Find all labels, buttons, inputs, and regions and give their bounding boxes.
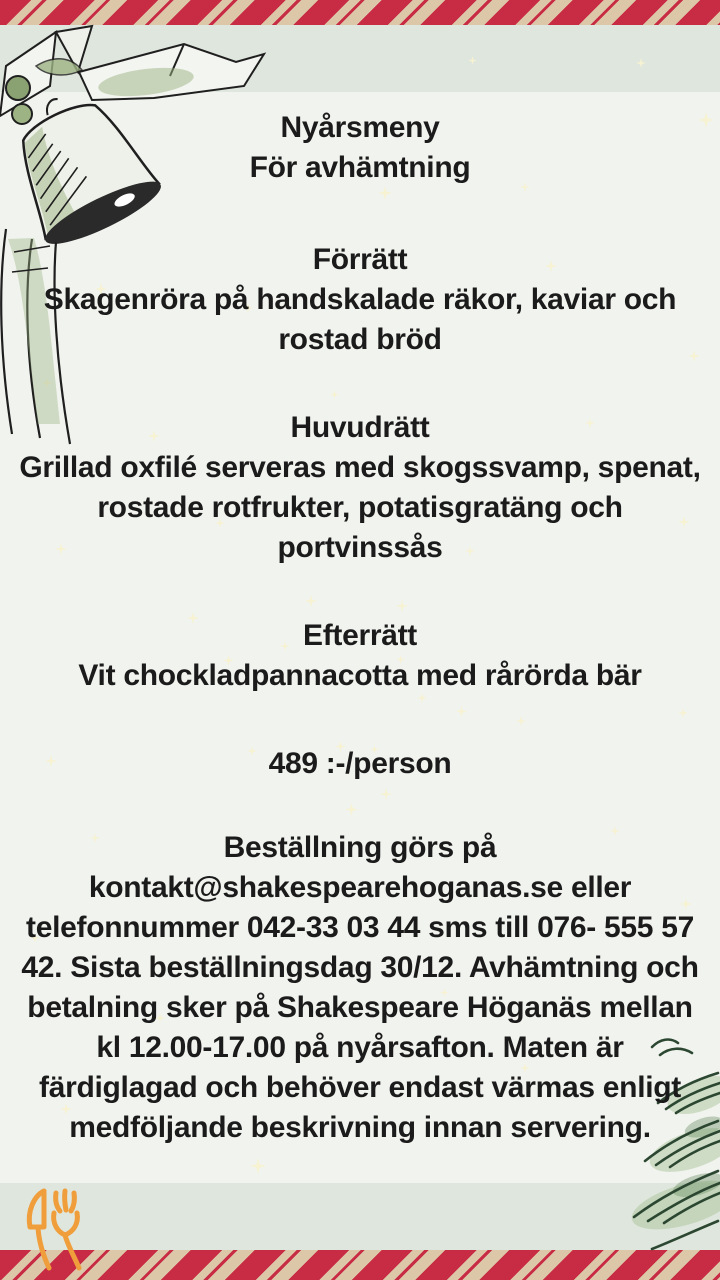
price-line: 489 :-/person bbox=[268, 747, 452, 780]
order-line: medföljande beskrivning innan servering. bbox=[69, 1111, 651, 1144]
star-sparkle bbox=[516, 716, 526, 726]
bottom-candy-stripe-border bbox=[0, 1250, 720, 1280]
star-sparkle bbox=[305, 595, 317, 607]
order-line: betalning sker på Shakespeare Höganäs mellan bbox=[27, 991, 693, 1024]
menu-line: Grillad oxfilé serveras med skogssvamp, spenat, bbox=[19, 451, 701, 484]
menu-line: Vit chockladpannacotta med rårörda bär bbox=[78, 659, 642, 692]
star-sparkle bbox=[250, 1158, 266, 1174]
order-line: färdiglagad och behöver endast värmas enligt bbox=[39, 1071, 681, 1104]
order-line: 42. Sista beställningsdag 30/12. Avhämtning och bbox=[21, 951, 699, 984]
title-line: För avhämtning bbox=[249, 151, 471, 184]
star-sparkle bbox=[345, 803, 358, 816]
order-line: telefonnummer 042-33 03 44 sms till 076- 555 57 bbox=[26, 911, 694, 944]
section-heading: Förrätt bbox=[312, 243, 408, 276]
top-candy-stripe-border bbox=[0, 0, 720, 25]
order-line: kl 12.00-17.00 på nyårsafton. Maten är bbox=[96, 1031, 624, 1064]
order-line: Beställning görs på bbox=[223, 831, 497, 864]
order-info bbox=[0, 828, 720, 1148]
cutlery-logo bbox=[22, 1186, 90, 1274]
section-huvudratt bbox=[0, 408, 720, 568]
menu-line: rostade rotfrukter, potatisgratäng och bbox=[97, 491, 623, 524]
star-sparkle bbox=[678, 708, 688, 718]
price bbox=[0, 744, 720, 784]
section-forratt bbox=[0, 240, 720, 360]
menu-title bbox=[0, 108, 720, 188]
star-sparkle bbox=[380, 788, 392, 800]
star-sparkle bbox=[330, 390, 339, 399]
star-sparkle bbox=[396, 600, 408, 612]
section-heading: Efterrätt bbox=[303, 619, 417, 652]
star-sparkle bbox=[378, 186, 392, 200]
bells-ribbon-illustration bbox=[0, 24, 294, 454]
section-heading: Huvudrätt bbox=[290, 411, 430, 444]
title-line: Nyårsmeny bbox=[280, 111, 440, 144]
menu-line: rostad bröd bbox=[278, 323, 442, 356]
menu-line: portvinssås bbox=[277, 531, 443, 564]
section-efterratt bbox=[0, 616, 720, 696]
menu-line: Skagenröra på handskalade räkor, kaviar och bbox=[43, 283, 677, 316]
order-line: kontakt@shakespearehoganas.se eller bbox=[88, 871, 632, 904]
star-sparkle bbox=[456, 706, 467, 717]
